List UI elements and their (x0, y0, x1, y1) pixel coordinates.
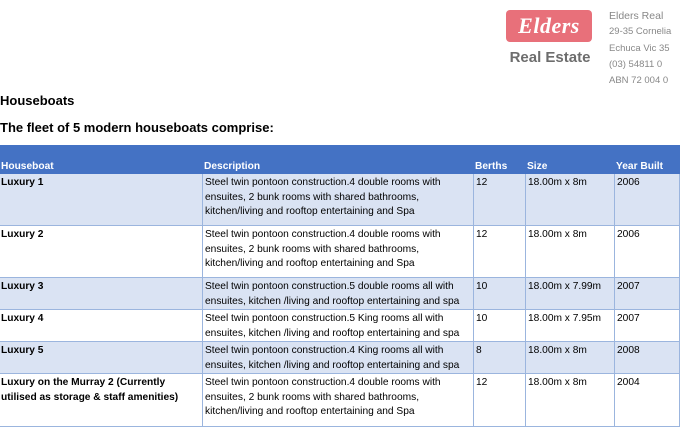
col-header-size: Size (526, 146, 615, 174)
cell-houseboat: Luxury 5 (0, 342, 203, 374)
cell-description: Steel twin pontoon construction.5 double rooms all with ensuites, kitchen /living and rooftop entertaining and spa (203, 278, 474, 310)
cell-berths: 12 (474, 226, 526, 278)
col-header-berths: Berths (474, 146, 526, 174)
cell-year: 2008 (615, 342, 680, 374)
cell-year: 2006 (615, 226, 680, 278)
cell-year: 2007 (615, 310, 680, 342)
address-town: Echuca Vic 35 (609, 42, 670, 54)
table-row (0, 310, 680, 342)
houseboat-table (0, 145, 680, 427)
cell-size: 18.00m x 8m (526, 226, 615, 278)
cell-description: Steel twin pontoon construction.4 double rooms with ensuites, 2 bunk rooms with shared bathrooms, kitchen/living and rooftop entertaining and Spa (203, 174, 474, 226)
cell-houseboat: Luxury 1 (0, 174, 203, 226)
logo-brand: Elders (518, 13, 580, 38)
cell-houseboat: Luxury 2 (0, 226, 203, 278)
cell-description: Steel twin pontoon construction.4 double rooms with ensuites, 2 bunk rooms with shared bathrooms, kitchen/living and rooftop entertaining and Spa (203, 374, 474, 427)
cell-description: Steel twin pontoon construction.4 King rooms all with ensuites, kitchen /living and rooftop entertaining and spa (203, 342, 474, 374)
table-row (0, 278, 680, 310)
logo-subtitle: Real Estate (509, 49, 591, 66)
cell-berths: 8 (474, 342, 526, 374)
address-abn: ABN 72 004 0 (609, 75, 669, 87)
cell-description: Steel twin pontoon construction.4 double rooms with ensuites, 2 bunk rooms with shared bathrooms, kitchen/living and rooftop entertaining and Spa (203, 226, 474, 278)
logo-badge (506, 10, 592, 42)
cell-description: Steel twin pontoon construction.5 King rooms all with ensuites, kitchen /living and rooftop entertaining and spa (203, 310, 474, 342)
section-heading: Houseboats (0, 93, 75, 108)
elders-logo (504, 10, 592, 68)
cell-berths: 10 (474, 310, 526, 342)
cell-berths: 10 (474, 278, 526, 310)
cell-year: 2006 (615, 174, 680, 226)
cell-size: 18.00m x 8m (526, 174, 615, 226)
table-row (0, 374, 680, 427)
cell-berths: 12 (474, 374, 526, 427)
cell-size: 18.00m x 7.95m (526, 310, 615, 342)
address-street: 29-35 Cornelia (609, 26, 672, 38)
col-header-houseboat: Houseboat (0, 146, 203, 174)
table-row (0, 342, 680, 374)
table-row (0, 174, 680, 226)
cell-size: 18.00m x 8m (526, 374, 615, 427)
cell-berths: 12 (474, 174, 526, 226)
table-row (0, 226, 680, 278)
section-subheading: The fleet of 5 modern houseboats comprise: (0, 120, 274, 135)
table-header-row (0, 146, 680, 174)
col-header-year: Year Built (615, 146, 680, 174)
cell-size: 18.00m x 7.99m (526, 278, 615, 310)
col-header-description: Description (203, 146, 474, 174)
cell-size: 18.00m x 8m (526, 342, 615, 374)
office-address (609, 8, 672, 89)
cell-houseboat: Luxury 4 (0, 310, 203, 342)
cell-year: 2004 (615, 374, 680, 427)
address-firm: Elders Real (609, 10, 664, 22)
cell-year: 2007 (615, 278, 680, 310)
cell-houseboat: Luxury on the Murray 2 (Currently utilised as storage & staff amenities) (0, 374, 203, 427)
cell-houseboat: Luxury 3 (0, 278, 203, 310)
address-phone: (03) 54811 0 (609, 58, 663, 70)
